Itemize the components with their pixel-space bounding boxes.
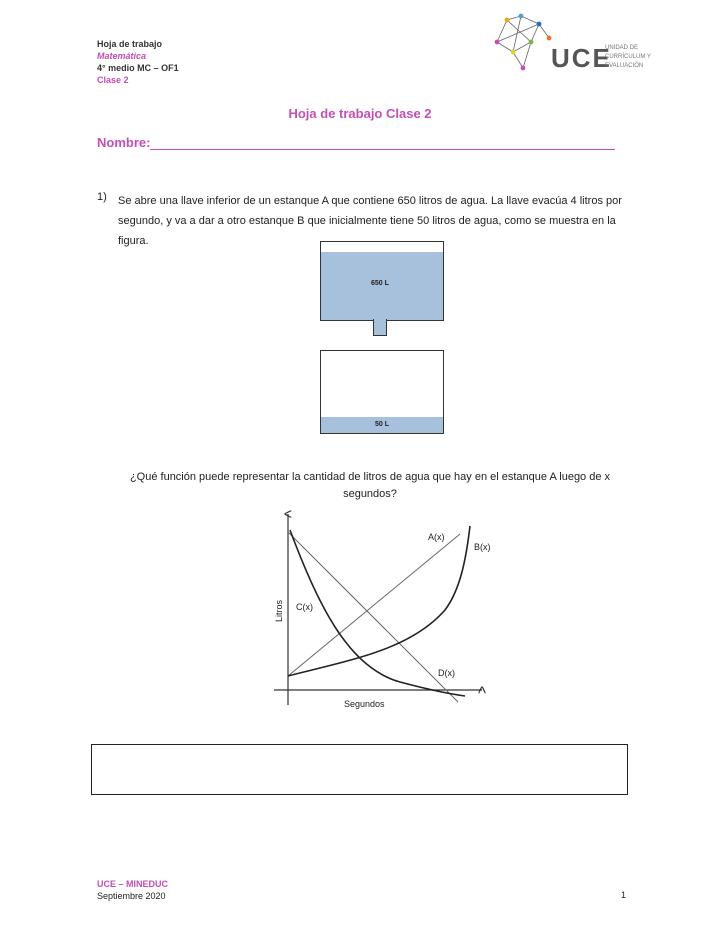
uce-logo [493, 12, 663, 82]
line-a [288, 534, 460, 676]
nombre-field-line[interactable] [150, 149, 615, 150]
line-d [288, 532, 458, 702]
header-course: 4° medio MC – OF1 [97, 63, 179, 73]
logo-sub-3: EVALUACIÓN [605, 63, 644, 69]
footer [97, 878, 168, 902]
header-doc-type: Hoja de trabajo [97, 39, 163, 49]
footer-date: Septiembre 2020 [97, 891, 166, 901]
label-d: D(x) [438, 668, 455, 678]
question-number: 1) [97, 191, 107, 203]
page-number: 1 [621, 890, 627, 900]
header-class: Clase 2 [97, 75, 129, 85]
question-text: Se abre una llave inferior de un estanque A que contiene 650 litros de agua. La llave evacúa 4 litros por segundo, y va a dar a otro estanque B que inicialmente tiene 50 litros de agua, como se muestra en la figura. [118, 195, 622, 247]
tank-a [320, 241, 444, 321]
logo-sub-2: CURRÍCULUM Y [605, 54, 651, 60]
tank-b-label: 50 L [375, 421, 390, 428]
label-a: A(x) [428, 532, 445, 542]
page-title: Hoja de trabajo Clase 2 [288, 106, 432, 121]
logo-sub-1: UNIDAD DE [605, 45, 639, 51]
nombre-label: Nombre: [97, 135, 151, 150]
tank-a-label: 650 L [371, 280, 389, 287]
tank-a-outlet [373, 319, 387, 336]
header-block [97, 38, 179, 86]
question-prompt: ¿Qué función puede representar la cantidad de litros de agua que hay en el estanque A luego de x segundos? [129, 471, 611, 500]
y-axis-label: Litros [274, 599, 284, 622]
footer-org: UCE – MINEDUC [97, 879, 169, 889]
x-axis-label: Segundos [344, 699, 385, 709]
header-subject: Matemática [97, 51, 147, 61]
label-b: B(x) [474, 542, 490, 552]
functions-graph [260, 510, 490, 715]
label-c: C(x) [296, 602, 313, 612]
logo-text: UCE [551, 43, 612, 73]
answer-box[interactable] [91, 744, 628, 795]
tank-b [320, 350, 444, 434]
